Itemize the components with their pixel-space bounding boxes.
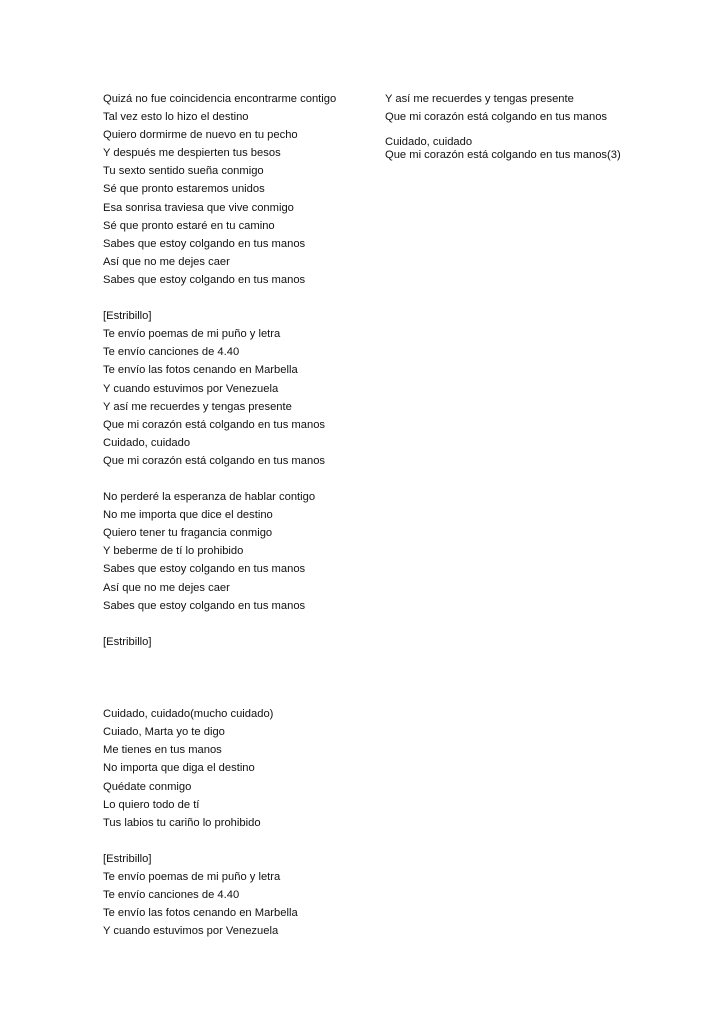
lyric-line: Así que no me dejes caer: [103, 255, 230, 268]
lyric-line: No importa que diga el destino: [103, 762, 255, 775]
lyric-line: Cuidado, cuidado(mucho cuidado): [103, 708, 274, 721]
lyric-line: Te envío las fotos cenando en Marbella: [103, 364, 298, 377]
lyric-line: Sabes que estoy colgando en tus manos: [103, 273, 306, 286]
lyric-line: Y cuando estuvimos por Venezuela: [103, 382, 279, 395]
lyric-line: Quiero tener tu fragancia conmigo: [103, 527, 273, 540]
stanza-gap: [103, 289, 368, 307]
lyric-line: Sabes que estoy colgando en tus manos: [103, 599, 306, 612]
lyric-line: No perderé la esperanza de hablar contigo: [103, 491, 316, 504]
lyric-line: Cuiado, Marta yo te digo: [103, 726, 225, 739]
lyric-line: Cuidado, cuidado: [385, 136, 473, 149]
bridge: [103, 705, 368, 832]
chorus-marker: [Estribillo]: [103, 310, 152, 323]
lyric-line: Que mi corazón está colgando en tus manos(3): [385, 149, 621, 162]
chorus-2: [103, 850, 368, 940]
right-block-1: [385, 90, 685, 126]
chorus-marker: [Estribillo]: [103, 852, 152, 865]
lyric-line: Y cuando estuvimos por Venezuela: [103, 925, 279, 938]
chorus-marker: [Estribillo]: [103, 635, 152, 648]
right-block-2: [385, 136, 685, 162]
lyric-line: Me tienes en tus manos: [103, 744, 222, 757]
lyric-line: Sé que pronto estaré en tu camino: [103, 219, 275, 232]
lyric-line: Quiero dormirme de nuevo en tu pecho: [103, 129, 298, 142]
stanza-gap: [103, 651, 368, 687]
lyric-line: Te envío poemas de mi puño y letra: [103, 328, 281, 341]
verse-2: [103, 488, 368, 615]
lyric-line: Que mi corazón está colgando en tus manos: [103, 418, 326, 431]
stanza-gap: [103, 470, 368, 488]
lyrics-right-column: [385, 90, 685, 162]
lyric-line: Quizá no fue coincidencia encontrarme contigo: [103, 93, 337, 105]
lyric-line: Sé que pronto estaremos unidos: [103, 183, 265, 196]
lyric-line: Y después me despierten tus besos: [103, 147, 281, 160]
lyric-line: Quédate conmigo: [103, 780, 192, 793]
stanza-gap: [103, 615, 368, 633]
lyric-line: Y así me recuerdes y tengas presente: [385, 93, 574, 105]
chorus-1: [103, 307, 368, 470]
lyric-line: Cuidado, cuidado: [103, 436, 191, 449]
lyric-line: Que mi corazón está colgando en tus manos: [385, 111, 608, 124]
lyric-line: Esa sonrisa traviesa que vive conmigo: [103, 201, 294, 214]
lyric-line: No me importa que dice el destino: [103, 509, 273, 522]
lyric-line: Tu sexto sentido sueña conmigo: [103, 165, 264, 178]
lyrics-left-column: [103, 90, 368, 940]
lyric-line: Y así me recuerdes y tengas presente: [103, 400, 292, 413]
stanza-gap: [103, 687, 368, 705]
lyric-line: Te envío canciones de 4.40: [103, 346, 240, 359]
lyric-line: Tus labios tu cariño lo prohibido: [103, 816, 261, 829]
lyric-line: Te envío las fotos cenando en Marbella: [103, 907, 298, 920]
lyric-line: Te envío canciones de 4.40: [103, 889, 240, 902]
stanza-gap: [103, 832, 368, 850]
lyric-line: Y beberme de tí lo prohibido: [103, 545, 244, 558]
lyric-line: Sabes que estoy colgando en tus manos: [103, 563, 306, 576]
lyric-line: Así que no me dejes caer: [103, 581, 230, 594]
lyric-line: Tal vez esto lo hizo el destino: [103, 111, 249, 124]
lyric-line: Te envío poemas de mi puño y letra: [103, 871, 281, 884]
verse-1: [103, 90, 368, 289]
lyric-line: Que mi corazón está colgando en tus manos: [103, 454, 326, 467]
stanza-gap: [385, 126, 685, 136]
lyric-line: Lo quiero todo de tí: [103, 798, 200, 811]
lyric-line: Sabes que estoy colgando en tus manos: [103, 237, 306, 250]
